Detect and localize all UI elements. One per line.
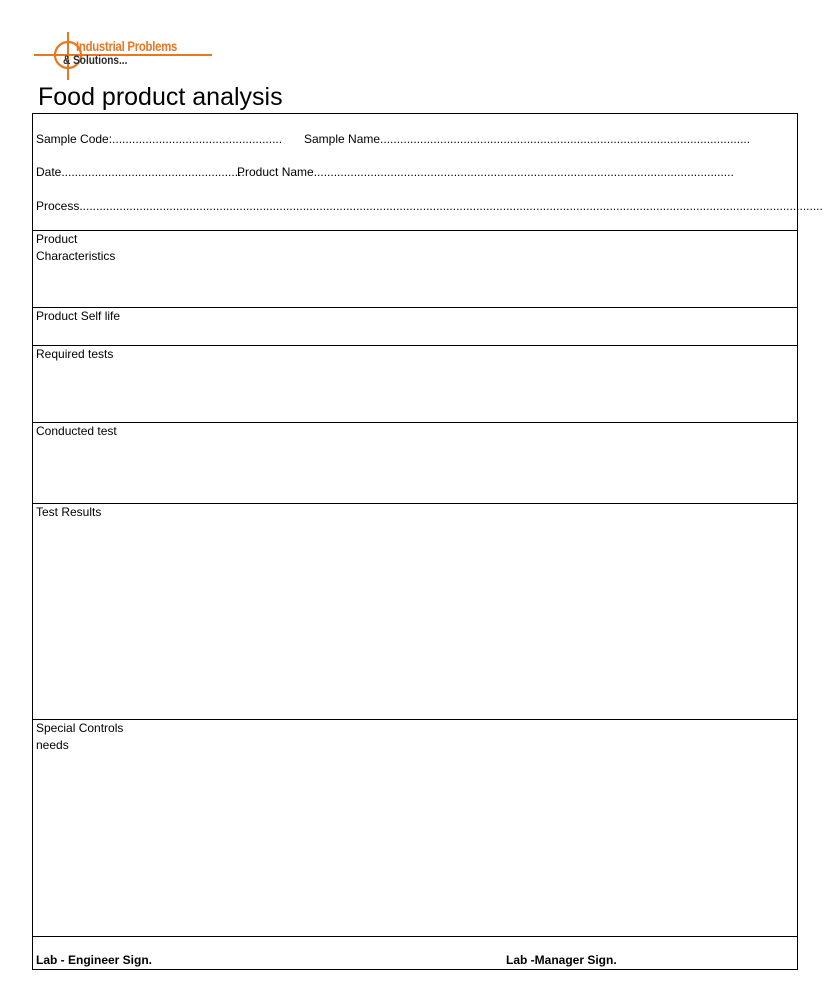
test-results-section: [33, 503, 797, 720]
product-self-life-section: [33, 307, 797, 346]
logo-text-line2: & Solutions...: [63, 53, 128, 67]
sample-code-field[interactable]: Sample Code:...................................................: [36, 132, 283, 146]
special-controls-section: [33, 719, 797, 937]
signatures-section: [33, 936, 797, 970]
lab-manager-signature: Lab -Manager Sign.: [506, 953, 617, 967]
product-characteristics-label-line2: Characteristics: [36, 249, 116, 263]
page-title: Food product analysis: [38, 83, 283, 111]
product-characteristics-section: [33, 230, 797, 308]
test-results-label: Test Results: [36, 505, 102, 519]
required-tests-section: [33, 345, 797, 423]
process-field[interactable]: Process...............................................................................................................................................................................................................................: [36, 199, 823, 213]
analysis-form: [32, 113, 823, 970]
sample-name-field[interactable]: Sample Name...............................................................................................................: [304, 132, 751, 146]
company-logo: [32, 30, 217, 82]
special-controls-label-line1: Special Controls: [36, 721, 124, 735]
required-tests-label: Required tests: [36, 347, 114, 361]
product-name-field[interactable]: Product Name..............................................................................................................................: [237, 165, 734, 179]
special-controls-label-line2: needs: [36, 738, 69, 752]
date-field[interactable]: Date.......................................................: [36, 165, 245, 179]
conducted-test-section: [33, 422, 797, 504]
logo-text-line1: Industrial Problems: [76, 39, 178, 54]
conducted-test-label: Conducted test: [36, 424, 117, 438]
product-characteristics-label-line1: Product: [36, 232, 78, 246]
product-self-life-label: Product Self life: [36, 309, 121, 323]
lab-engineer-signature: Lab - Engineer Sign.: [36, 953, 153, 967]
